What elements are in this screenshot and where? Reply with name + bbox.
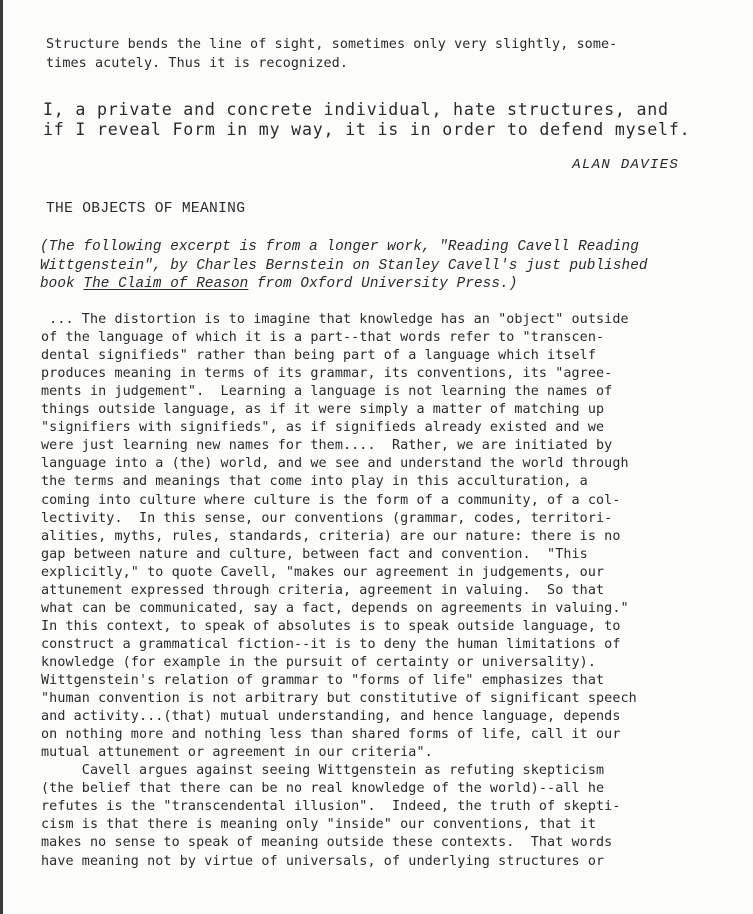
body-line: ments in judgement". Learning a language is not learning the names of (41, 384, 613, 400)
body-line: were just learning new names for them.... Rather, we are initiated by (41, 438, 613, 454)
body-line: produces meaning in terms of its grammar, its conventions, its "agree- (41, 366, 613, 382)
body-line: mutual attunement or agreement in our criteria". (41, 745, 433, 761)
body-line: Wittgenstein's relation of grammar to "forms of life" emphasizes that (41, 673, 605, 688)
intro-line-3 (40, 276, 517, 292)
body-line: gap between nature and culture, between fact and convention. "This (41, 546, 588, 562)
body-line: and activity...(that) mutual understanding, and hence language, depends (41, 709, 621, 725)
body-line: dental signifieds" rather than being part of a language which itself (41, 348, 597, 364)
epigraph-quote-line-2: if I reveal Form in my way, it is in order to defend myself. (43, 120, 691, 139)
body-line: coming into culture where culture is the form of a community, of a col- (41, 492, 621, 508)
body-line: knowledge (for example in the pursuit of certainty or universality). (41, 654, 597, 670)
body-line: explicitly," to quote Cavell, "makes our agreement in judgements, our (41, 564, 605, 580)
body-line: language into a (the) world, and we see and understand the world through (41, 456, 629, 472)
body-line: the terms and meanings that come into play in this acculturation, a (41, 474, 588, 490)
body-line: things outside language, as if it were simply a matter of matching up (41, 402, 605, 418)
body-line: refutes is the "transcendental illusion". Indeed, the truth of skepti- (41, 799, 621, 815)
epigraph-quote-line-1: I, a private and concrete individual, hate structures, and (43, 100, 669, 119)
intro-line-3-post: from Oxford University Press.) (248, 276, 518, 292)
article-heading: THE OBJECTS OF MEANING (46, 201, 246, 217)
body-line: makes no sense to speak of meaning outside these contexts. That words (41, 835, 613, 851)
body-line: on nothing more and nothing less than shared forms of life, call it our (41, 727, 621, 743)
page-edge-shadow (0, 0, 3, 914)
intro-line-3-pre: book (40, 276, 84, 292)
body-line: "human convention is not arbitrary but constitutive of significant speech (41, 691, 637, 707)
body-line: what can be communicated, say a fact, depends on agreements in valuing." (41, 600, 629, 616)
body-line: "signifiers with signifieds", as if signifieds already existed and we (41, 420, 605, 436)
book-title: The Claim of Reason (83, 276, 249, 292)
intro-line-2: Wittgenstein", by Charles Bernstein on Stanley Cavell's just published (40, 258, 648, 274)
intro-line-1: (The following excerpt is from a longer work, "Reading Cavell Reading (40, 239, 639, 255)
body-line: In this context, to speak of absolutes is to speak outside language, to (41, 618, 621, 634)
epigraph-line-2: times acutely. Thus it is recognized. (46, 56, 348, 71)
body-line: construct a grammatical fiction--it is to deny the human limitations of (41, 636, 621, 652)
body-line: lectivity. In this sense, our conventions (grammar, codes, territori- (41, 510, 613, 526)
body-line: alities, myths, rules, standards, criteria) are our nature: there is no (41, 528, 621, 544)
body-line: of the language of which it is a part--that words refer to "transcen- (41, 330, 605, 346)
body-line: have meaning not by virtue of universals, of underlying structures or (41, 853, 605, 869)
epigraph-line-1: Structure bends the line of sight, sometimes only very slightly, some- (46, 37, 618, 52)
body-line: attunement expressed through criteria, agreement in valuing. So that (41, 582, 605, 598)
body-line: cism is that there is meaning only "inside" our conventions, that it (41, 817, 597, 833)
body-line: (the belief that there can be no real knowledge of the world)--all he (41, 781, 605, 797)
epigraph-author: ALAN DAVIES (572, 157, 679, 173)
body-line: ... The distortion is to imagine that knowledge has an "object" outside (41, 312, 629, 327)
body-line: Cavell argues against seeing Wittgenstein as refuting skepticism (41, 763, 605, 779)
